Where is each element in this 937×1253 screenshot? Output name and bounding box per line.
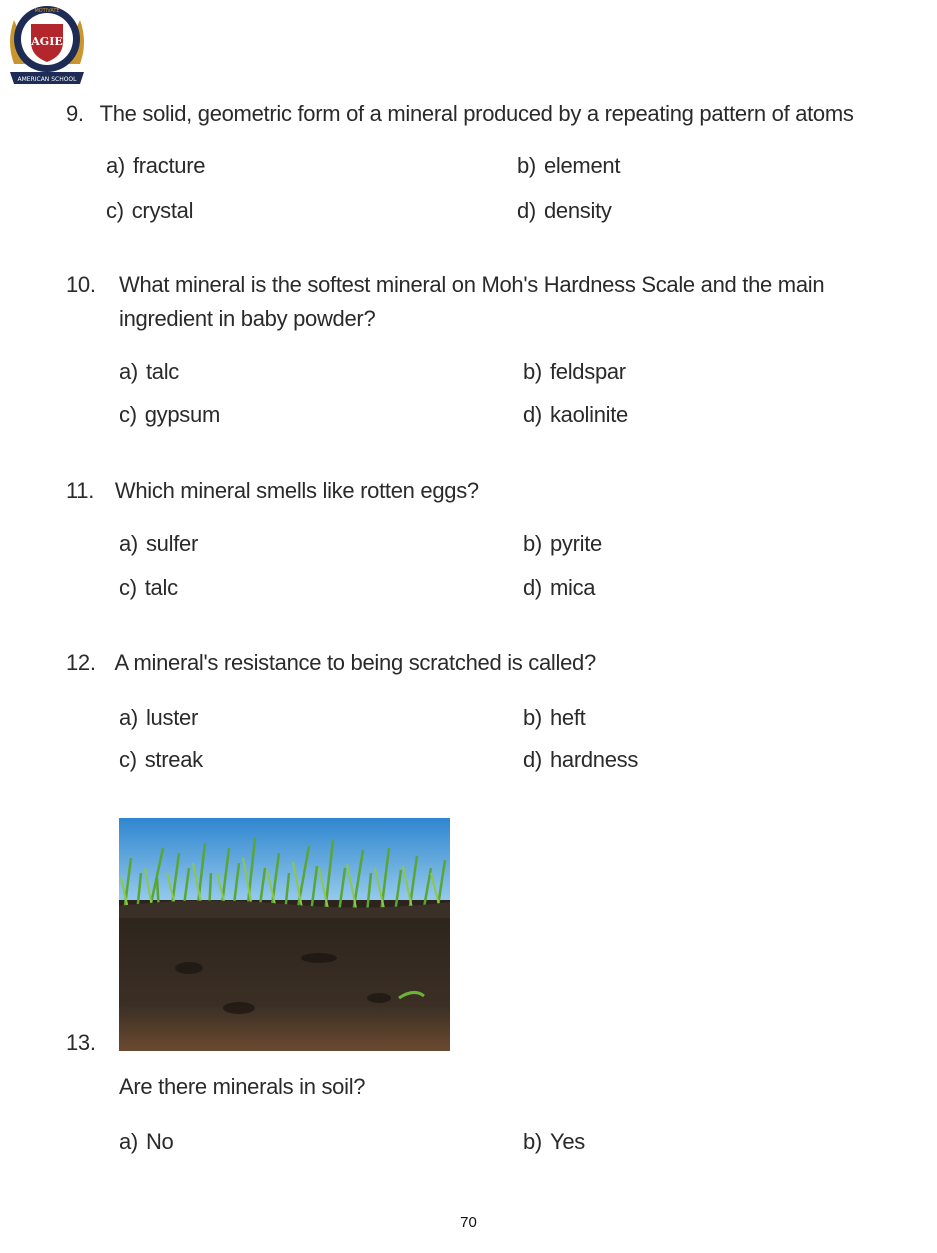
option-letter: a) xyxy=(119,531,138,556)
option-text: hardness xyxy=(549,747,639,772)
soil-image xyxy=(119,818,450,1051)
option-a[interactable] xyxy=(119,359,179,385)
option-letter: c) xyxy=(119,402,137,427)
option-b[interactable] xyxy=(523,531,602,557)
option-text: element xyxy=(543,153,621,178)
option-d[interactable] xyxy=(523,575,595,601)
option-letter: d) xyxy=(523,402,542,427)
logo-motto: MOTIVATE xyxy=(34,8,60,14)
option-d[interactable] xyxy=(523,402,628,428)
option-a[interactable] xyxy=(119,1129,174,1155)
option-letter: a) xyxy=(119,705,138,730)
question-text-line1: What mineral is the softest mineral on Moh's Hardness Scale and the main xyxy=(119,272,825,297)
option-text: feldspar xyxy=(549,359,626,384)
option-letter: a) xyxy=(119,1129,138,1154)
question-13-text xyxy=(119,1070,365,1104)
option-c[interactable] xyxy=(106,198,193,224)
option-letter: d) xyxy=(523,575,542,600)
option-letter: a) xyxy=(119,359,138,384)
option-text: talc xyxy=(145,359,180,384)
option-c[interactable] xyxy=(119,747,203,773)
question-10 xyxy=(66,268,824,336)
question-number: 12. xyxy=(66,650,96,675)
option-a[interactable] xyxy=(106,153,205,179)
option-b[interactable] xyxy=(517,153,620,179)
question-12 xyxy=(66,646,596,680)
option-letter: d) xyxy=(523,747,542,772)
option-text: mica xyxy=(549,575,596,600)
logo-ribbon: AMERICAN SCHOOL xyxy=(17,76,77,83)
option-letter: b) xyxy=(517,153,536,178)
question-9 xyxy=(66,97,854,131)
question-text-line2: ingredient in baby powder? xyxy=(119,306,376,331)
question-13-number xyxy=(66,1026,96,1060)
question-text: Are there minerals in soil? xyxy=(119,1074,366,1099)
option-text: crystal xyxy=(131,198,194,223)
school-logo xyxy=(4,2,90,90)
question-number: 10. xyxy=(66,272,96,297)
option-text: luster xyxy=(145,705,198,730)
option-text: streak xyxy=(144,747,203,772)
option-letter: a) xyxy=(106,153,125,178)
option-letter: c) xyxy=(106,198,124,223)
option-text: gypsum xyxy=(144,402,220,427)
option-text: heft xyxy=(549,705,586,730)
option-text: fracture xyxy=(132,153,206,178)
option-text: sulfer xyxy=(145,531,198,556)
question-number: 11. xyxy=(66,478,95,503)
logo-initials: AGIE xyxy=(31,35,63,48)
option-d[interactable] xyxy=(517,198,612,224)
option-d[interactable] xyxy=(523,747,638,773)
option-c[interactable] xyxy=(119,575,178,601)
option-a[interactable] xyxy=(119,705,198,731)
option-letter: c) xyxy=(119,575,137,600)
option-c[interactable] xyxy=(119,402,220,428)
question-text: A mineral's resistance to being scratched is called? xyxy=(114,650,596,675)
option-text: Yes xyxy=(549,1129,585,1154)
option-letter: b) xyxy=(523,1129,542,1154)
question-text: The solid, geometric form of a mineral produced by a repeating pattern of atoms xyxy=(99,101,854,126)
question-11 xyxy=(66,474,479,508)
option-letter: b) xyxy=(523,705,542,730)
question-text: Which mineral smells like rotten eggs? xyxy=(114,478,479,503)
option-letter: b) xyxy=(523,359,542,384)
option-b[interactable] xyxy=(523,359,626,385)
option-letter: b) xyxy=(523,531,542,556)
option-letter: c) xyxy=(119,747,137,772)
option-text: No xyxy=(145,1129,174,1154)
page-number: 70 xyxy=(460,1214,477,1231)
option-text: density xyxy=(543,198,612,223)
question-number: 13. xyxy=(66,1030,96,1055)
option-text: kaolinite xyxy=(549,402,628,427)
option-text: pyrite xyxy=(549,531,602,556)
option-b[interactable] xyxy=(523,1129,585,1155)
option-text: talc xyxy=(144,575,178,600)
option-a[interactable] xyxy=(119,531,198,557)
option-b[interactable] xyxy=(523,705,585,731)
option-letter: d) xyxy=(517,198,536,223)
question-number: 9. xyxy=(66,101,84,126)
